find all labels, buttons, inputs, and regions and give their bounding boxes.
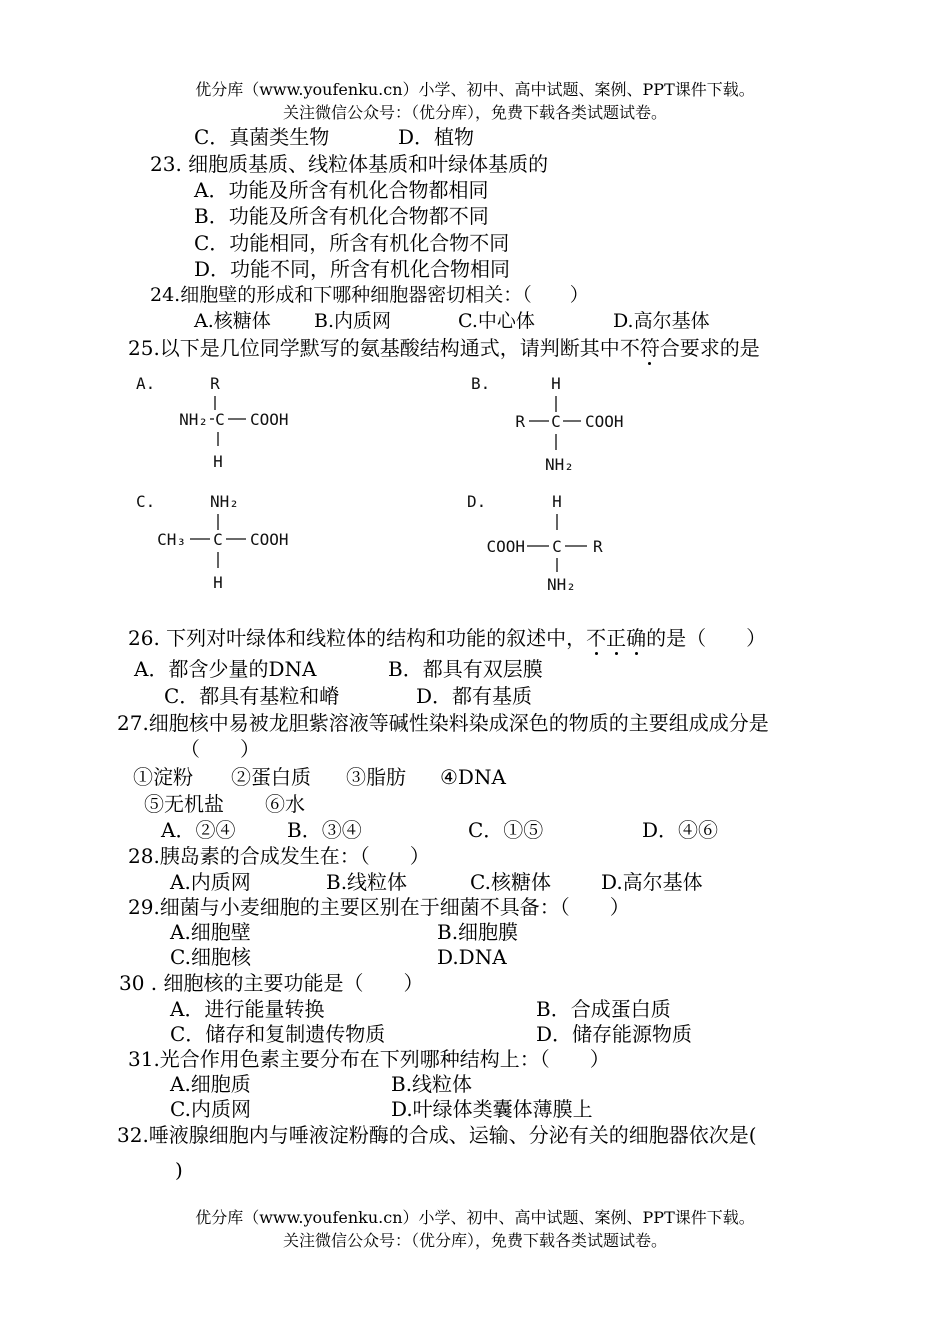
q24-option-a: A.核糖体 — [194, 310, 271, 332]
q29-option-a: A.细胞壁 — [170, 920, 251, 944]
q24-stem: 24.细胞壁的形成和下哪种细胞器密切相关：（ ） — [150, 284, 589, 306]
q27-item-1: ①淀粉 — [133, 765, 193, 789]
formula-d-letter: D. — [467, 492, 487, 511]
q29-option-d: D.DNA — [437, 945, 507, 969]
q29-option-c: C.细胞核 — [170, 945, 251, 969]
formula-d-left: COOH — [486, 537, 525, 556]
formula-b-left: R — [515, 412, 525, 431]
formula-b-top: H — [551, 374, 561, 393]
formula-b-center: C — [551, 412, 561, 431]
formula-d-bottom: NH₂ — [547, 575, 576, 594]
footer-line-1: 优分库（www.youfenku.cn）小学、初中、高中试题、案例、PPT课件下载。 — [195, 1208, 755, 1227]
q23-option-a: A．功能及所含有机化合物都相同 — [194, 178, 489, 202]
q30-option-c: C．储存和复制遗传物质 — [170, 1022, 386, 1046]
q27-stem: 27.细胞核中易被龙胆紫溶液等碱性染料染成深色的物质的主要组成成分是 — [117, 711, 769, 735]
q23-option-c: C．功能相同，所含有机化合物不同 — [194, 231, 510, 255]
q26-stem-emph-1: 不 — [586, 626, 607, 650]
q26-stem-emph-2: 正 — [606, 626, 627, 650]
q28-stem: 28.胰岛素的合成发生在：（ ） — [128, 844, 430, 868]
formula-c — [130, 490, 330, 595]
q25-stem — [128, 338, 760, 358]
q22-option-c: C．真菌类生物 — [194, 125, 330, 149]
q24-option-d: D.高尔基体 — [613, 310, 710, 332]
q27-option-a: A．②④ — [161, 818, 236, 842]
formula-a-bottom: H — [213, 452, 223, 471]
q31-option-a: A.细胞质 — [170, 1072, 251, 1096]
formula-a-top: R — [210, 374, 220, 393]
q30-option-b: B．合成蛋白质 — [536, 997, 671, 1021]
q25-stem-emph-1: 不 — [619, 336, 640, 360]
q28-option-d: D.高尔基体 — [601, 870, 703, 894]
formula-c-center: C — [213, 530, 223, 549]
formula-c-left: CH₃ — [157, 530, 186, 549]
q29-stem: 29.细菌与小麦细胞的主要区别在于细菌不具备：（ ） — [128, 895, 630, 919]
q26-option-c: C．都具有基粒和嵴 — [164, 684, 340, 708]
q28-option-b: B.线粒体 — [326, 870, 408, 894]
formula-d-right: R — [593, 537, 603, 556]
formula-a-right: COOH — [250, 410, 289, 429]
q24-option-c: C.中心体 — [458, 310, 535, 332]
q27-item-3: ③脂肪 — [346, 765, 406, 789]
formula-c-top: NH₂ — [210, 492, 239, 511]
q23-option-d: D．功能不同，所含有机化合物相同 — [194, 257, 511, 281]
formula-b-bottom: NH₂ — [545, 455, 574, 474]
formula-b — [465, 372, 665, 477]
q30-option-d: D．储存能源物质 — [536, 1022, 693, 1046]
formula-b-letter: B. — [471, 374, 491, 393]
formula-a-letter: A. — [136, 374, 156, 393]
q32-paren: ) — [175, 1158, 183, 1182]
q27-item-2: ②蛋白质 — [231, 765, 311, 789]
q26-option-a: A．都含少量的DNA — [134, 657, 317, 681]
q31-option-c: C.内质网 — [170, 1097, 251, 1121]
header-line-2: 关注微信公众号：（优分库），免费下载各类试题试卷。 — [282, 103, 667, 122]
q27-item-5: ⑤无机盐 — [144, 792, 224, 816]
q26-stem — [128, 628, 766, 648]
q27-option-d: D．④⑥ — [642, 818, 719, 842]
q26-option-d: D．都有基质 — [416, 684, 533, 708]
q26-option-b: B．都具有双层膜 — [388, 657, 543, 681]
q27-option-c: C．①⑤ — [468, 818, 544, 842]
q25-stem-emph-2: 符 — [639, 336, 660, 360]
formula-a — [130, 372, 330, 477]
formula-c-right: COOH — [250, 530, 289, 549]
q25-stem-pre: 25.以下是几位同学默写的氨基酸结构通式，请判断其中 — [128, 336, 620, 360]
header-line-1: 优分库（www.youfenku.cn）小学、初中、高中试题、案例、PPT课件下载。 — [195, 80, 755, 99]
formula-c-bottom: H — [213, 573, 223, 592]
formula-c-letter: C. — [136, 492, 156, 511]
q27-paren: （ ） — [180, 737, 260, 761]
q28-option-c: C.核糖体 — [470, 870, 551, 894]
formula-a-center: C — [215, 410, 225, 429]
formula-a-left: NH₂ — [179, 410, 208, 429]
q27-item-6: ⑥水 — [265, 792, 305, 816]
q28-option-a: A.内质网 — [170, 870, 251, 894]
q30-option-a: A．进行能量转换 — [170, 997, 325, 1021]
q24-option-b: B.内质网 — [314, 310, 392, 332]
q29-option-b: B.细胞膜 — [437, 920, 519, 944]
formula-d-top: H — [552, 492, 562, 511]
footer-line-2: 关注微信公众号：（优分库），免费下载各类试题试卷。 — [282, 1231, 667, 1250]
q26-stem-post: 的是（ ） — [646, 626, 767, 650]
q31-option-d: D.叶绿体类囊体薄膜上 — [391, 1097, 593, 1121]
q26-stem-pre: 26. 下列对叶绿体和线粒体的结构和功能的叙述中， — [128, 626, 587, 650]
formula-b-right: COOH — [585, 412, 624, 431]
q23-stem: 23. 细胞质基质、线粒体基质和叶绿体基质的 — [150, 152, 549, 176]
formula-d — [465, 490, 665, 595]
q31-stem: 31.光合作用色素主要分布在下列哪种结构上：（ ） — [128, 1047, 610, 1071]
q26-stem-emph-3: 确 — [626, 626, 647, 650]
q30-stem: 30 . 细胞核的主要功能是（ ） — [119, 971, 424, 995]
q23-option-b: B．功能及所含有机化合物都不同 — [194, 204, 489, 228]
q27-item-4: ④DNA — [440, 765, 506, 789]
formula-d-center: C — [552, 537, 562, 556]
q32-stem: 32.唾液腺细胞内与唾液淀粉酶的合成、运输、分泌有关的细胞器依次是( — [117, 1123, 757, 1147]
q22-option-d: D．植物 — [398, 125, 475, 149]
q31-option-b: B.线粒体 — [391, 1072, 473, 1096]
q27-option-b: B．③④ — [287, 818, 362, 842]
q25-stem-post: 合要求的是 — [659, 336, 760, 360]
